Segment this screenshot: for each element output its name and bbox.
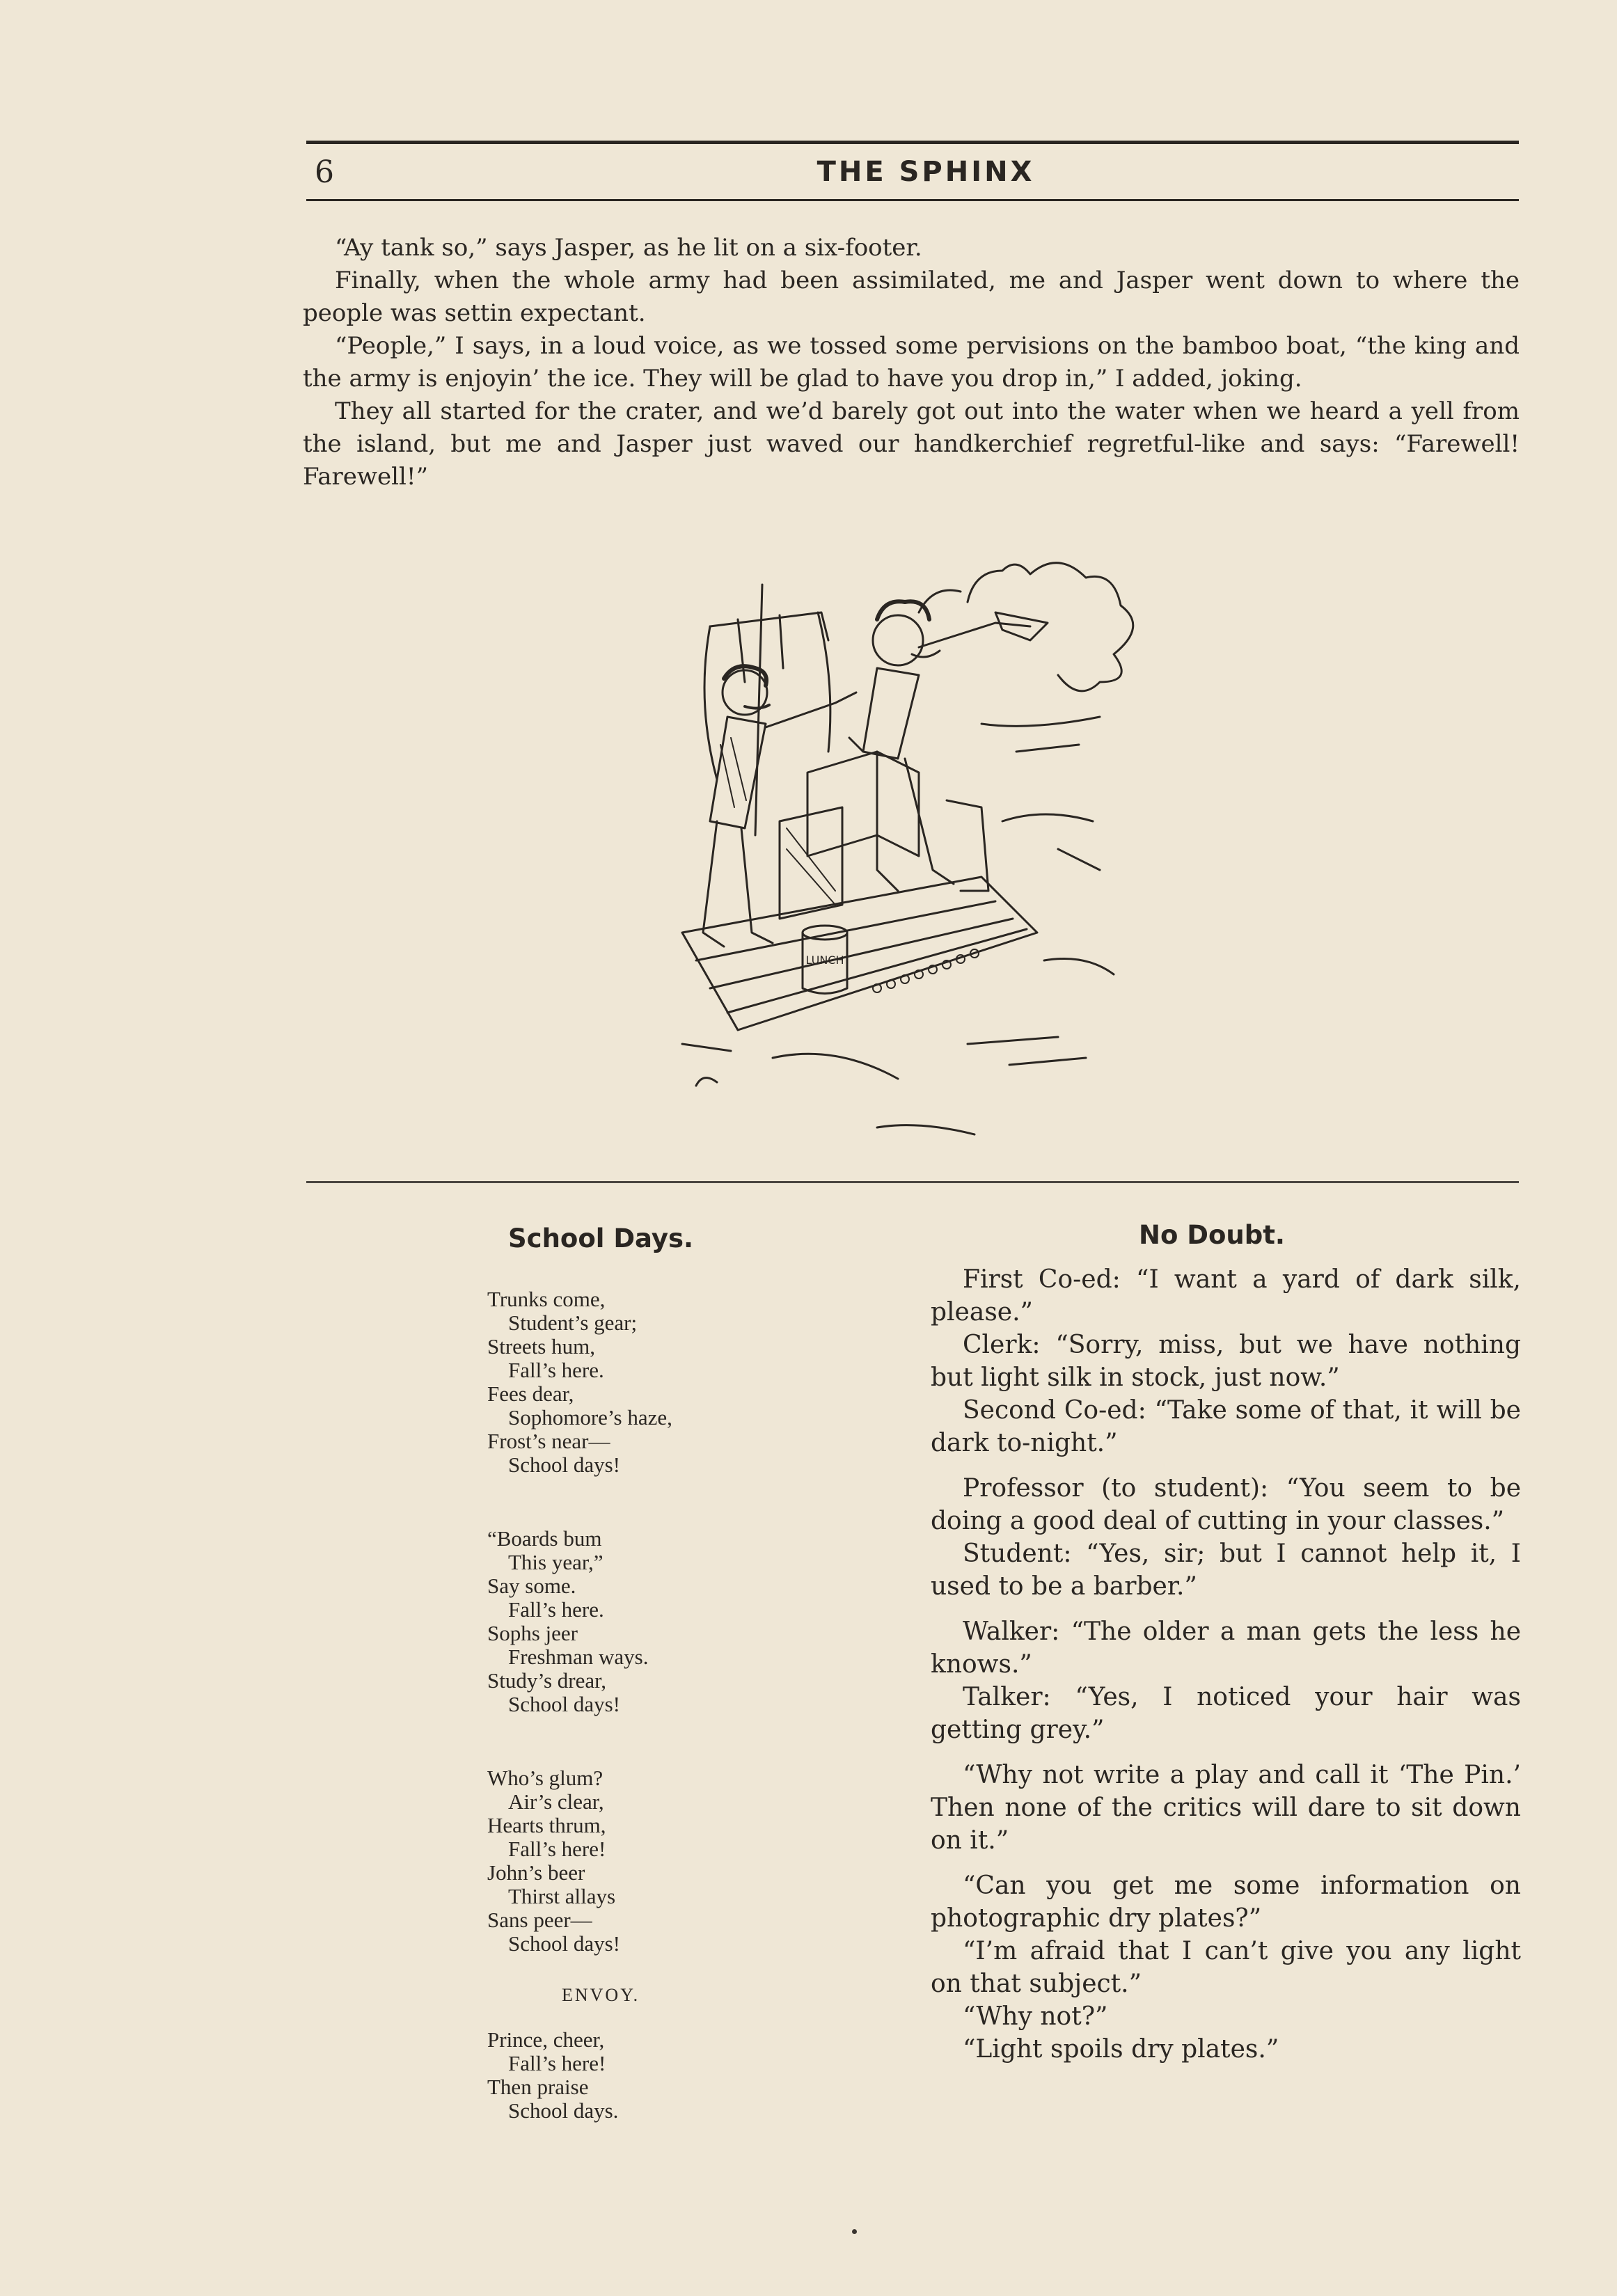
joke-line: Walker: “The older a man gets the less he knows.” — [931, 1617, 1521, 1679]
story-continuation — [303, 232, 1520, 493]
joke-line: “Can you get me some information on photographic dry plates?” — [931, 1871, 1521, 1933]
poem-stanza — [487, 1527, 877, 1716]
poem-line: This year,” — [508, 1550, 604, 1574]
poem-body — [487, 1288, 877, 2123]
poem-line: Fall’s here! — [508, 1837, 606, 1861]
poem-line: Prince, cheer, — [487, 2027, 605, 2052]
story-paragraph: They all started for the crater, and we’d barely got out into the water when we heard a yell from the island, but me and Jasper just waved our handkerchief regretful-like and says: “Farewell! Farewell!” — [303, 397, 1520, 491]
poem-stanza — [487, 1766, 877, 1956]
jokes-title: No Doubt. — [1139, 1220, 1285, 1250]
story-paragraph: “People,” I says, in a loud voice, as we tossed some pervisions on the bamboo boat, “the king and the army is enjoyin’ the ice. They will be glad to have you drop in,” I added, joking. — [303, 332, 1520, 393]
poem-stanza — [487, 1288, 877, 1477]
barrel-label: LUNCH — [805, 953, 844, 967]
page-mark — [852, 2229, 857, 2234]
poem-line: Then praise — [487, 2075, 589, 2099]
joke-line: “Light spoils dry plates.” — [963, 2035, 1279, 2064]
poem-line: Hearts thrum, — [487, 1813, 606, 1837]
poem-line: Sophomore’s haze, — [508, 1405, 672, 1430]
poem-line: School days! — [508, 1692, 621, 1716]
two-men-on-raft-illustration — [668, 543, 1142, 1141]
poem-envoy — [487, 2028, 877, 2123]
jokes-body — [931, 1263, 1521, 2066]
poem-column — [487, 1218, 877, 2173]
poem-line: Say some. — [487, 1574, 576, 1598]
joke-line: Professor (to student): “You seem to be doing a good deal of cutting in your classes.” — [931, 1474, 1521, 1535]
joke-line: Clerk: “Sorry, miss, but we have nothing but light silk in stock, just now.” — [931, 1331, 1521, 1392]
joke-line: Second Co-ed: “Take some of that, it will be dark to-night.” — [931, 1396, 1521, 1457]
poem-line: “Boards bum — [487, 1526, 602, 1551]
section-divider — [306, 1181, 1519, 1183]
joke-line: First Co-ed: “I want a yard of dark silk, please.” — [931, 1265, 1521, 1327]
poem-line: Freshman ways. — [508, 1645, 649, 1669]
poem-line: Sophs jeer — [487, 1621, 578, 1645]
story-paragraph: “Ay tank so,” says Jasper, as he lit on a six-footer. — [335, 234, 922, 262]
jokes-column — [931, 1214, 1521, 2066]
poem-line: John’s beer — [487, 1860, 585, 1885]
page-number: 6 — [315, 155, 334, 190]
joke-line: “Why not write a play and call it ‘The Pin.’ Then none of the critics will dare to sit down on it.” — [931, 1761, 1521, 1855]
running-title: THE SPHINX — [817, 156, 1035, 188]
poem-line: School days. — [508, 2098, 619, 2123]
joke-line: Talker: “Yes, I noticed your hair was getting grey.” — [931, 1683, 1521, 1744]
poem-line: Thirst allays — [508, 1884, 616, 1908]
poem-line: Student’s gear; — [508, 1311, 638, 1335]
joke-line: “Why not?” — [963, 2002, 1108, 2031]
poem-line: Fall’s here. — [508, 1597, 604, 1622]
header-bottom-rule — [306, 199, 1519, 201]
poem-line: Sans peer— — [487, 1908, 592, 1932]
header-top-rule — [306, 141, 1519, 144]
poem-line: Fall’s here. — [508, 1358, 604, 1382]
poem-line: School days! — [508, 1452, 621, 1477]
poem-line: Trunks come, — [487, 1287, 606, 1311]
poem-line: Fall’s here! — [508, 2051, 606, 2075]
story-paragraph: Finally, when the whole army had been assimilated, me and Jasper went down to where the people was settin expectant. — [303, 267, 1520, 327]
poem-line: Fees dear, — [487, 1381, 574, 1406]
poem-line: School days! — [508, 1931, 621, 1956]
joke-line: Student: “Yes, sir; but I cannot help it, I used to be a barber.” — [931, 1539, 1521, 1601]
poem-line: Who’s glum? — [487, 1766, 604, 1790]
poem-line: Frost’s near— — [487, 1429, 610, 1453]
poem-line: Streets hum, — [487, 1334, 595, 1359]
poem-title: School Days. — [508, 1224, 694, 1253]
poem-line: Air’s clear, — [508, 1789, 604, 1814]
joke-line: “I’m afraid that I can’t give you any light on that subject.” — [931, 1937, 1521, 1998]
envoy-label: ENVOY. — [562, 1985, 640, 2005]
poem-line: Study’s drear, — [487, 1668, 606, 1693]
